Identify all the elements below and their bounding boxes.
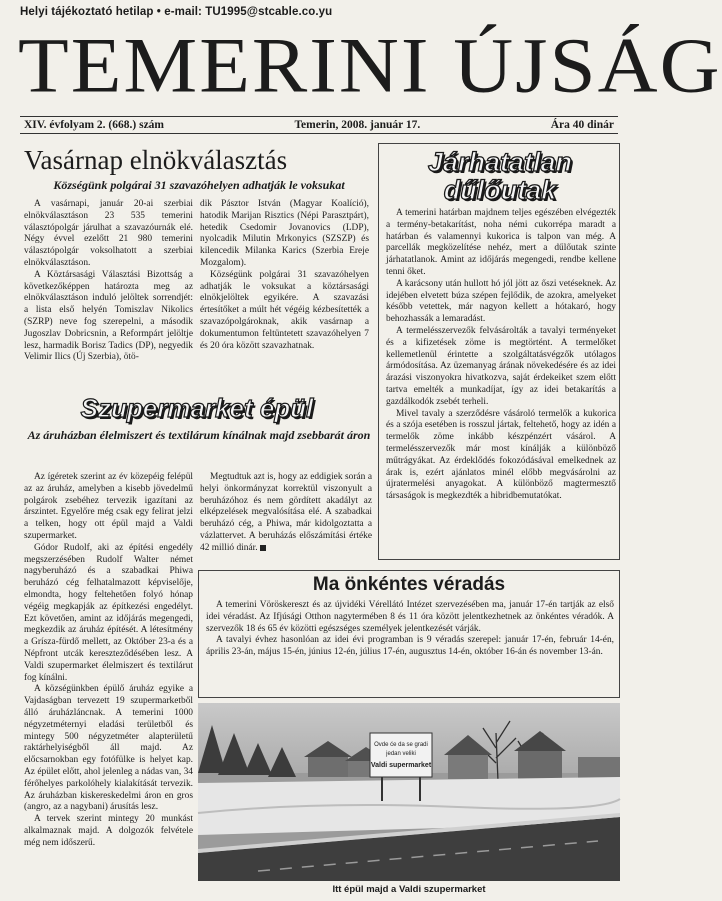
- paragraph: A temerini határban majdnem teljes egészében elvégezték a termény-betakarítást, noha némi cukorrépa maradt a határban és valamennyi kukorica is talpon van még. A parcellák megközelítése nehéz, mert a dűlőutak szinte járhatatlanok. Amint az időjárás megengedi, rendbe kellene tenni őket.: [386, 208, 616, 277]
- sign-text-3: Valdi supermarket: [370, 762, 432, 769]
- paragraph: A tervek szerint mintegy 20 munkást alkalmaznak majd. A dolgozók felvétele még nem időszerű.: [24, 814, 193, 848]
- election-headline: Vasárnap elnökválasztás: [24, 145, 288, 175]
- election-column-2: [200, 199, 369, 381]
- blood-donation-body: [206, 600, 614, 696]
- masthead-title: TEMERINI ÚJSÁG: [18, 21, 722, 109]
- blood-donation-headline: Ma önkéntes véradás: [312, 574, 506, 595]
- supermarket-site-photo: [198, 703, 620, 881]
- roads-headline-line1: Járhatatlan: [427, 147, 573, 177]
- photo-caption: Itt épül majd a Valdi szupermarket: [332, 884, 486, 895]
- paragraph: A községünkben épülő áruház egyike a Vajdaságban tervezett 19 szupermarketből álló áruházláncnak. A temerini 1000 négyzetméternyi eladási területből és mintegy 500 négyzetméter alapterületű raktárhelyiségből áll majd. Az előcsarnokban egy fotófülke is helyet kap. Az épület előtt, ahol jelenleg a nádas van, 34 férőhelyes parkolóhely kialakítását tervezik. Az áruházban kiskereskedelmi áron en gros (angro, az a nagybani) árusítás lesz.: [24, 684, 193, 813]
- roads-headline: [386, 148, 614, 204]
- paragraph: [200, 472, 372, 555]
- roads-headline-line2: dűlőutak: [443, 175, 557, 205]
- paragraph: Mivel tavaly a szerződésre vásároló termelők a kukorica és a szója esetében is rosszul jártak, feltehető, hogy az idén a termelők zöme inkább készpénzért vásárol. A termelésszervezők már most kínálják a különböző műtrágyákat. Az érdeklődés fokozódásával emelkednek az árak is, ezért ajánlatos minél előbb megvásárolni az újratermelési anyagokat. A különböző magtermesztő társaságok is megkezdték a hibridbemutatókat.: [386, 408, 616, 502]
- paragraph: Községünk polgárai 31 szavazóhelyen adhatják le voksukat a köztársasági elnökjelöltek egyikére. A szavazási értesítőket a múlt hét végéig kézbesítették a szavazópolgároknak, akik vasárnap a dokumentumon feltüntetett szavazóhelyen 7 és 20 óra között szavazhatnak.: [200, 269, 369, 351]
- photo-scene: [198, 703, 620, 881]
- issue-date: Temerin, 2008. január 17.: [294, 119, 421, 131]
- supermarket-column-2: [200, 472, 372, 572]
- masthead-tagline: Helyi tájékoztató hetilap • e-mail: TU1995@stcable.co.yu: [20, 6, 333, 18]
- supermarket-column-1: [24, 472, 193, 892]
- issue-bar: [20, 116, 618, 134]
- issue-price: Ára 40 dinár: [550, 119, 614, 131]
- end-mark-icon: [260, 545, 266, 551]
- paragraph-text: Megtudtuk azt is, hogy az eddigiek során a helyi önkormányzat korrektül viszonyult a beruházóhoz és nem gördített akadályt az elképzelések megvalósítása elé. A szabadkai beruházó cég, a Phiwa, már kidolgoztatta a vázlattervet. A beruházás előszámítási értéke 42 millió dinár.: [200, 472, 372, 553]
- paragraph: A termelésszervezők felvásárolták a tavalyi terményeket és a kifizetések zöme is megtörtént. A termelőket kellemetlenül érintette a szolgáltatásvégzők utólagos ármódosítása. Az üzemanyag árának növekedésére és az idei árazási viszonyokra hivatkozva, saját érdekeiket szem előtt tartva emelték a munkadíjat, így az idei betakarítás a gazdálkodók zsebét terheli.: [386, 325, 616, 407]
- roads-body: [386, 208, 616, 558]
- paragraph: Gódor Rudolf, aki az építési engedély megszerzésében Rudolf Walter német nagyberuházó és a szabadkai Phiwa beruházó cég felhatalmazott képviselője, elmondta, hogy feltehetően folyó hónap végéig megkapják az építkezési engedélyt. Ezt követően, amint az időjárás megengedi, megkezdik az áruház építését. A létesítmény a Grísza-fürdő mellett, az Október 23-a és a Népfront utcák kereszteződésében lesz. A Valdi szupermarket élelmiszert és textilárut fog kínálni.: [24, 542, 193, 683]
- sign-text-2: jedan veliki: [386, 751, 416, 757]
- paragraph: dik Pásztor István (Magyar Koalíció), hatodik Marijan Risztics (Népi Parasztpárt), hetedik Csedomir Jovanovics (LDP), nyolcadik Milutin Mrkonyics (SZSZP) és kilencedik Milanka Karics (Szerbia Ereje Mozgalom).: [200, 199, 369, 268]
- election-column-1: [24, 199, 193, 381]
- election-subtitle: Községünk polgárai 31 szavazóhelyen adhatják le voksukat: [53, 178, 345, 192]
- issue-number: XIV. évfolyam 2. (668.) szám: [24, 119, 165, 131]
- paragraph: A tavalyi évhez hasonlóan az idei évi programban is 9 véradás szerepel: január 17-én, február 14-én, április 23-án, május 15-én, június 12-én, július 17-én, augusztus 14-én, október 16-án és november 13-án.: [206, 635, 614, 658]
- paragraph: A karácsony után hullott hó jól jött az őszi vetéseknek. Az idejében elvetett búza szépen fejlődik, de azokra, amelyeket később vetettek, már nagyon kellett a hótakaró, hogy behozhassák a lemaradást.: [386, 278, 616, 325]
- supermarket-subtitle: Az áruházban élelmiszert és textiláruт kínálnak majd zsebbarát áron: [27, 428, 371, 442]
- paragraph: A Köztársasági Választási Bizottság a következőképpen határozta meg az elnökválasztáson induló jelöltek sorrendjét: a lista első helyén Tomiszlav Nikolics (SZRP) neve fog szerepelni, a második Jugoszlav Dobricsnin, a Reformpárt jelöltje lesz, harmadik Borisz Tadics (DP), negyedik Velimir Ilics (Új Szerbia), ötö-: [24, 269, 193, 363]
- sign-text-1: Ovde će da se gradi: [374, 742, 428, 748]
- paragraph: Az ígéretek szerint az év közepéig felépül az az áruház, amelyben a kisebb jövedelmű polgárok zsebéhez tervezik igazítani az árszintet. Egyelőre még csak egy felirat jelzi a telken, hogy ott épül majd a Valdi szupermarket.: [24, 472, 193, 541]
- paragraph: A vasárnapi, január 20-ai szerbiai elnökválasztáson 23 535 temerini választópolgár járulhat a szavazóurnák elé. Négy évvel ezelőtt 21 980 temerini választópolgár voksolhatott a szerbiai elnökválasztáson.: [24, 199, 193, 268]
- supermarket-headline: Szupermarket épül: [80, 393, 314, 423]
- paragraph: A temerini Vöröskereszt és az újvidéki Vérellátó Intézet szervezésében ma, január 17-én tartják az első idei véradást. Az Ifjúsági Otthon nagytermében 8 és 11 óra között jelentkezhetnek az önkéntes véradók. A szervezők 18 és 65 év közötti egészséges személyek jelentkezését várják.: [206, 600, 614, 634]
